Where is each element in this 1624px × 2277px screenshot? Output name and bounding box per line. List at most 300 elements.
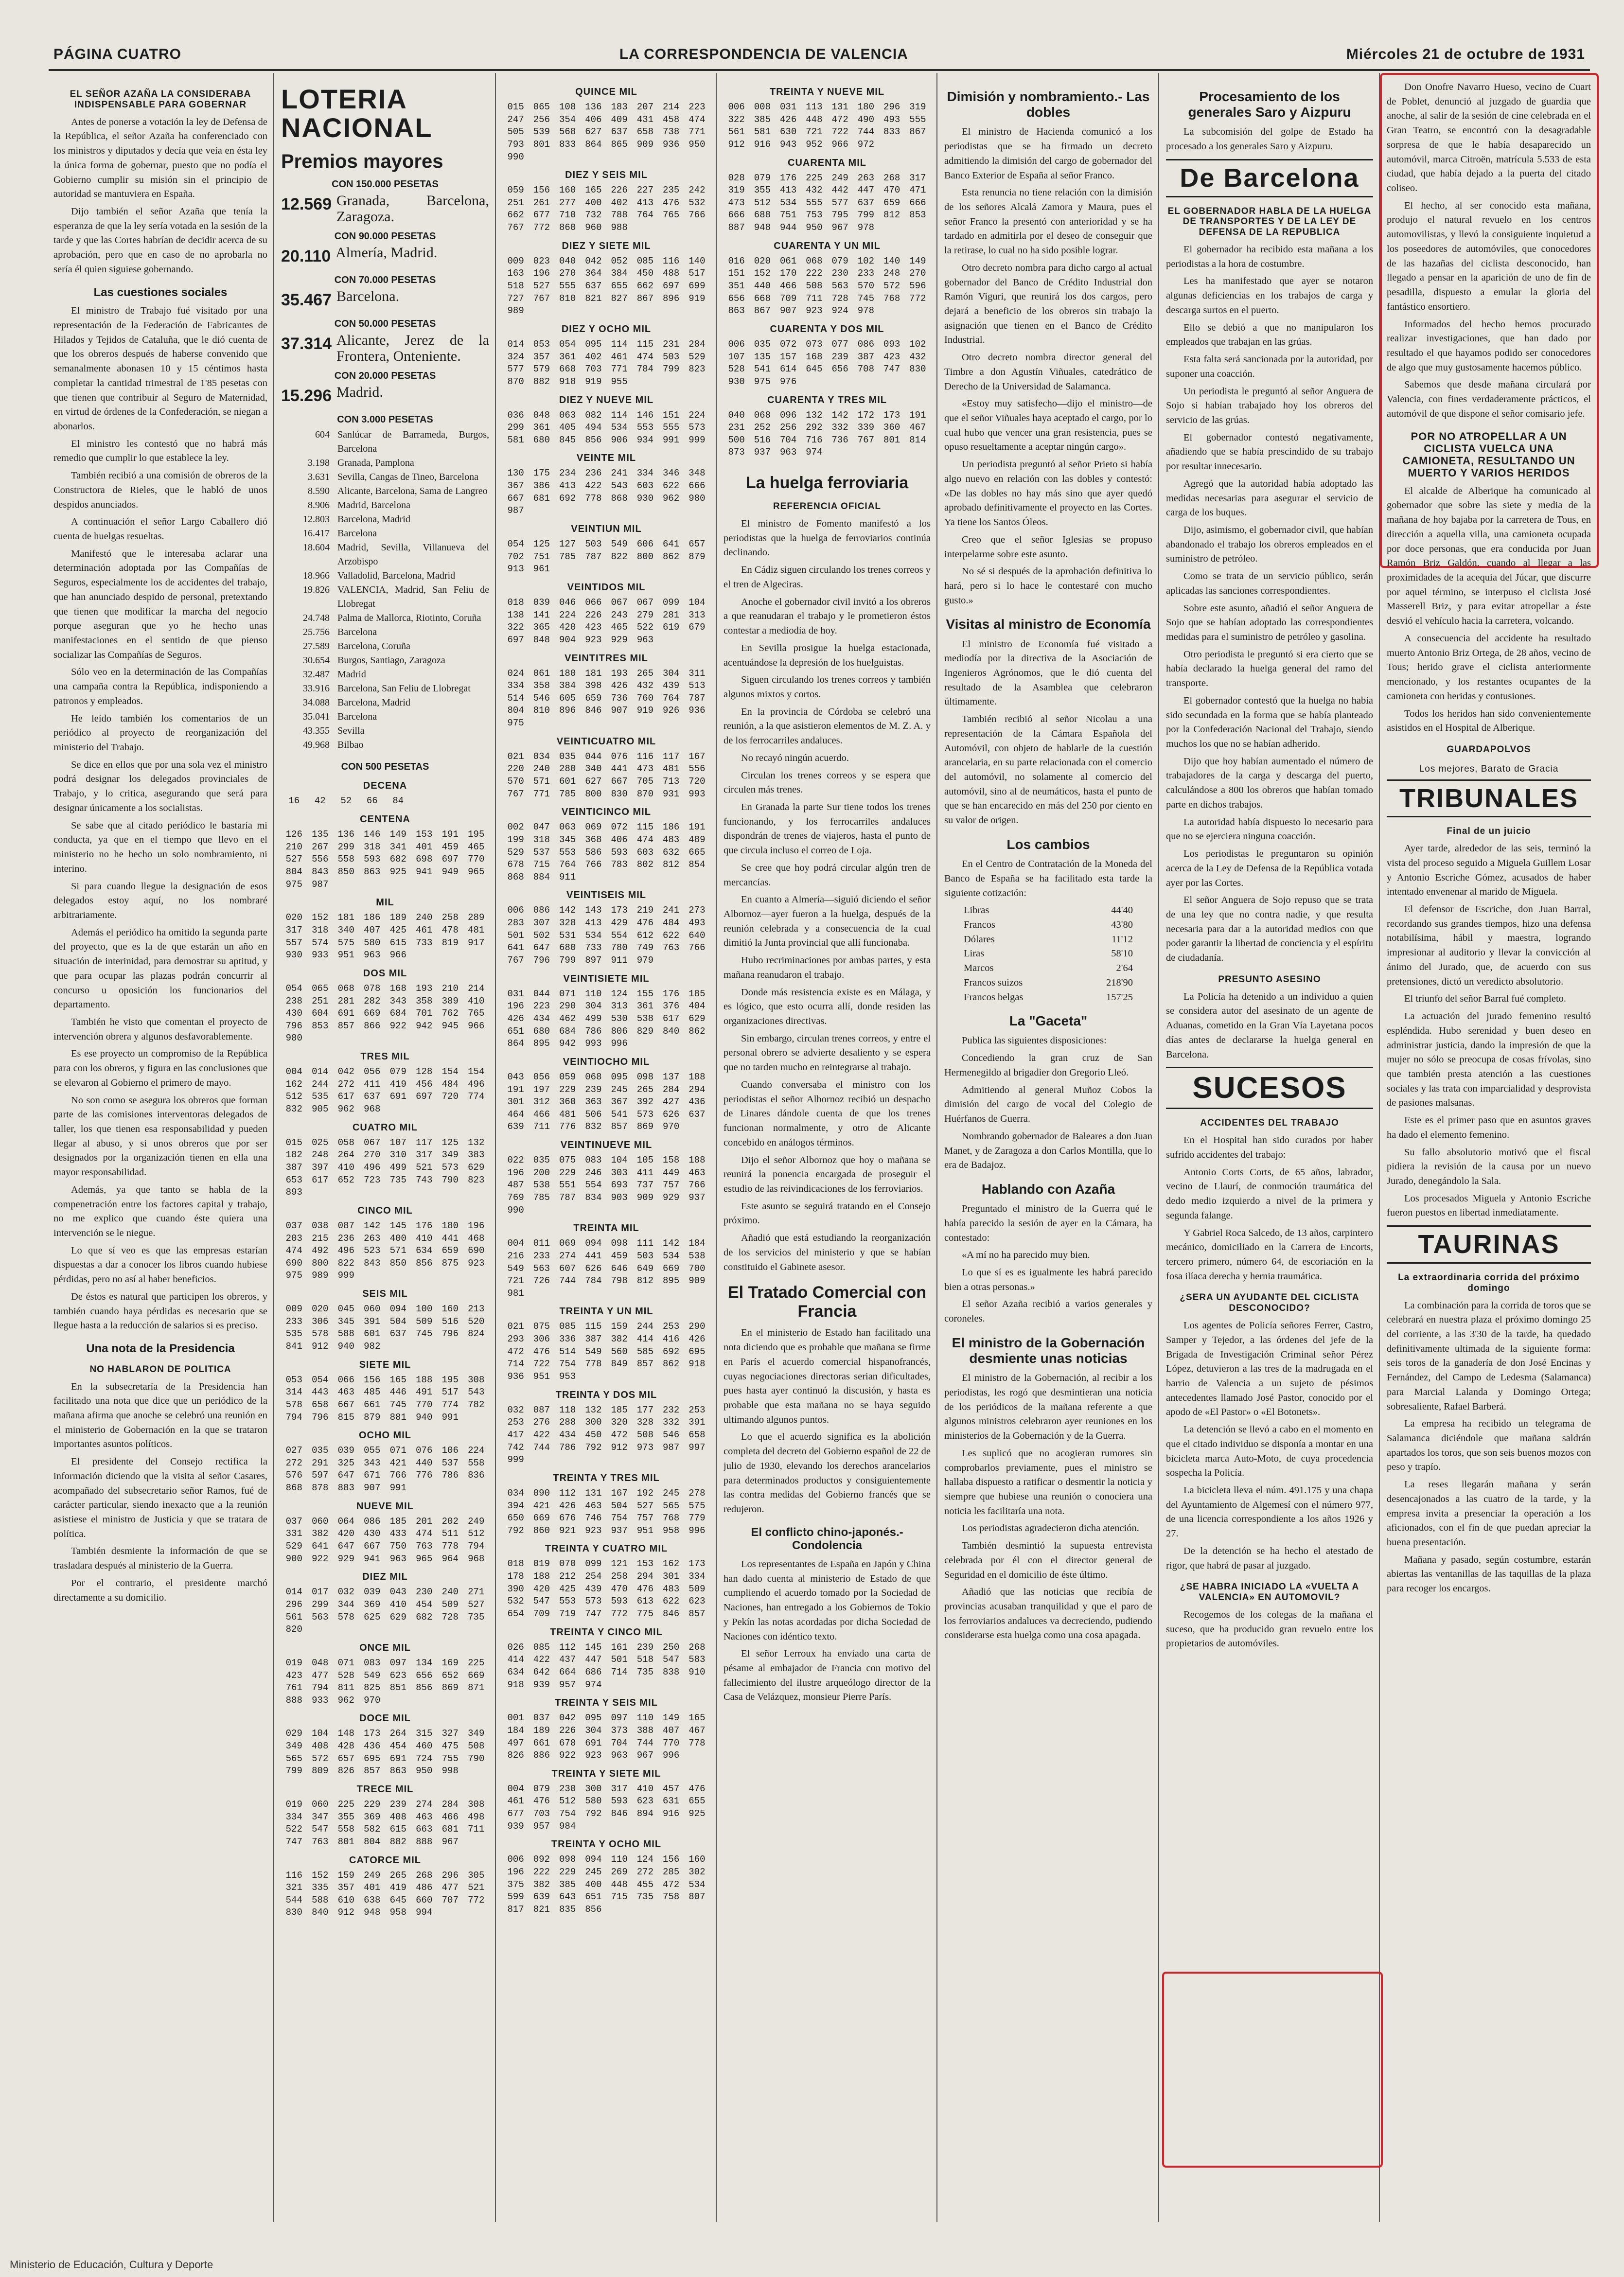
lottery-number: 757 <box>663 1180 680 1191</box>
lottery-number: 382 <box>312 1528 329 1539</box>
lottery-number: 735 <box>636 1666 653 1677</box>
lottery-number: 668 <box>754 293 771 304</box>
lottery-number: 522 <box>285 1824 302 1835</box>
paragraph: El gobernador ha recibido esta mañana a los periodistas a la hora de costumbre. <box>1166 244 1373 269</box>
lottery-number: 578 <box>312 1328 329 1340</box>
lottery-number: 321 <box>285 1882 302 1893</box>
article-title-gobernacion: El ministro de la Gobernación desmiente unas noticias <box>952 1335 1145 1366</box>
article-title-railway-strike: La huelga ferroviaria <box>745 474 909 493</box>
lottery-number: 248 <box>312 1149 329 1161</box>
lottery-number: 84 <box>392 795 404 807</box>
lottery-number: 308 <box>468 1374 485 1385</box>
lottery-number: 695 <box>688 1346 706 1357</box>
lottery-number: 563 <box>312 1611 329 1623</box>
lottery-number: 270 <box>364 1149 381 1161</box>
column-divider <box>716 73 717 2222</box>
lottery-number: 640 <box>688 930 706 941</box>
lottery-number: 039 <box>364 1587 381 1598</box>
lottery-number: 116 <box>285 1870 302 1881</box>
lottery-number: 016 <box>728 255 745 266</box>
lottery-number: 869 <box>441 1682 459 1694</box>
lottery-number: 165 <box>585 185 602 196</box>
paragraph: En la provincia de Córdoba se celebró una reunión, a la que asistieron elementos de M. Z. A. y de los ferrocarriles andaluces. <box>724 706 931 746</box>
prize-number: 8.590 <box>308 486 330 497</box>
lottery-number: 102 <box>909 338 926 350</box>
lottery-number: 248 <box>883 268 900 279</box>
paragraph: No son como se asegura los obreros que forman parte de las comisiones interventoras delegados de taller, los que tienen esa responsabilidad y pueden llegar al abuso, y si unos obreros que por ser designados por la organización tienen en ella una mayor responsabilidad. <box>53 1094 267 1178</box>
lottery-number: 558 <box>337 854 354 865</box>
lottery-number: 032 <box>507 1404 524 1415</box>
lottery-number: 110 <box>636 1712 653 1724</box>
currency-name: Liras <box>964 948 985 959</box>
prize-number: 27.589 <box>303 641 330 652</box>
lottery-number: 965 <box>416 1553 433 1564</box>
lottery-number: 768 <box>883 293 900 304</box>
lottery-number: 853 <box>909 210 926 221</box>
lottery-number: 799 <box>663 364 680 375</box>
lottery-number: 313 <box>688 609 706 620</box>
column-divider <box>936 73 937 2222</box>
lottery-number: 862 <box>663 1359 680 1370</box>
prize-number: 604 <box>315 429 330 441</box>
lottery-number: 253 <box>663 1321 680 1332</box>
lottery-number: 792 <box>585 1808 602 1819</box>
lottery-number: 703 <box>585 364 602 375</box>
lottery-number: 126 <box>285 829 302 840</box>
lottery-number: 382 <box>611 1334 628 1345</box>
paragraph: Antes de ponerse a votación la ley de Defensa de la República, el señor Azaña ha conferenciado con los ministros y diputados y decía que veía en ésta ley la única forma de gobernar, puesto que no podía el Gobierno cumplir su misión sin el principio de autoridad se mantuviera en España. <box>53 116 267 200</box>
lottery-number: 864 <box>585 139 602 150</box>
number-grid <box>281 1728 489 1778</box>
lottery-number: 060 <box>364 1304 381 1315</box>
lottery-number: 854 <box>688 859 706 870</box>
lottery-number: 188 <box>688 1155 706 1166</box>
lottery-number: 637 <box>688 1109 706 1120</box>
number-grid <box>503 668 710 730</box>
number-group-title: CENTENA <box>360 814 410 825</box>
article-title-conflict: El conflicto chino-japonés.- Condolencia <box>751 1525 903 1553</box>
lottery-number: 934 <box>636 434 653 445</box>
lottery-number: 365 <box>533 622 550 633</box>
lottery-number: 176 <box>663 988 680 999</box>
lottery-number: 669 <box>663 1263 680 1274</box>
prize-number: 3.198 <box>308 458 330 469</box>
lottery-number: 071 <box>559 988 576 999</box>
lottery-number: 549 <box>507 1263 524 1274</box>
lottery-number: 068 <box>806 255 823 266</box>
lottery-number: 726 <box>533 1275 550 1287</box>
lottery-number: 152 <box>754 268 771 279</box>
lottery-number: 840 <box>312 1907 329 1918</box>
lottery-number: 391 <box>688 1417 706 1428</box>
lottery-number: 603 <box>636 480 653 492</box>
number-group-title: DIEZ MIL <box>362 1571 408 1583</box>
lottery-number: 523 <box>364 1245 381 1256</box>
lottery-number: 249 <box>831 172 848 183</box>
lottery-number: 420 <box>337 1528 354 1539</box>
lottery-number: 265 <box>636 668 653 679</box>
lottery-number: 668 <box>559 364 576 375</box>
lottery-number: 755 <box>441 1753 459 1764</box>
lottery-number: 619 <box>663 622 680 633</box>
number-grid <box>281 1066 489 1116</box>
prize-location: Barcelona, Madrid <box>337 697 410 708</box>
number-grid <box>503 1321 710 1383</box>
lottery-number: 553 <box>559 1596 576 1607</box>
minor-prizes-list <box>281 428 489 752</box>
paragraph: «Estoy muy satisfecho—dijo el ministro—de que el señor Viñuales haya aceptado el cargo, por lo cual hubo que vencer una gran resistencia, pues se opuso resueltamente a aceptar ningún cargo». <box>944 398 1152 453</box>
lottery-number: 095 <box>611 1071 628 1082</box>
prize-number: 25.756 <box>303 627 330 638</box>
lottery-number: 361 <box>533 422 550 433</box>
prize-location: Madrid <box>337 669 366 680</box>
lottery-number: 373 <box>611 1725 628 1736</box>
minor-prize-line <box>281 484 489 498</box>
lottery-number: 940 <box>416 1412 433 1423</box>
lottery-number: 420 <box>533 1583 550 1594</box>
lottery-number: 714 <box>507 1359 524 1370</box>
lottery-number: 311 <box>688 668 706 679</box>
lottery-number: 771 <box>533 788 550 799</box>
lottery-number: 067 <box>636 597 653 608</box>
prize-line <box>281 288 489 312</box>
lottery-number: 055 <box>364 1445 381 1456</box>
lottery-number: 048 <box>533 409 550 421</box>
lottery-number: 697 <box>416 1091 433 1102</box>
lottery-number: 440 <box>416 1457 433 1468</box>
lottery-number: 195 <box>441 1374 459 1385</box>
lottery-number: 821 <box>533 1904 550 1915</box>
lottery-number: 432 <box>909 351 926 362</box>
lottery-number: 503 <box>585 539 602 550</box>
lottery-number: 987 <box>507 505 524 516</box>
paragraph: Añadió que las noticias que recibía de provincias acusaban tranquilidad y que el paro de los ferroviarios andaluces va decreciendo, pudiendo considerarse esta huelga como una cosa apagada. <box>944 1587 1152 1641</box>
lottery-number: 328 <box>636 1417 653 1428</box>
lottery-number: 950 <box>688 139 706 150</box>
lottery-number: 180 <box>441 1220 459 1231</box>
lottery-number: 512 <box>285 1091 302 1102</box>
lottery-number: 385 <box>754 114 771 125</box>
paragraph: El presidente del Consejo rectifica la información diciendo que la visita al señor Casares, acompañado del subsecretario señor Ramos, fué de carácter particular, siendo inexacto que a la reunión asistiese el ministro de Justicia y que se tratara de política. <box>53 1456 267 1539</box>
lottery-number: 573 <box>636 1109 653 1120</box>
lottery-number: 867 <box>909 126 926 138</box>
lottery-number: 476 <box>688 1783 706 1794</box>
lottery-number: 921 <box>559 1525 576 1536</box>
lottery-number: 430 <box>285 1008 302 1019</box>
lottery-number: 556 <box>688 763 706 775</box>
lottery-number: 132 <box>468 1137 485 1148</box>
lottery-number: 895 <box>663 1275 680 1287</box>
lottery-number: 197 <box>533 1084 550 1095</box>
lottery-number: 571 <box>389 1245 406 1256</box>
prize-location: Barcelona <box>337 627 377 638</box>
lottery-number: 173 <box>611 905 628 916</box>
lottery-number: 656 <box>416 1670 433 1681</box>
lottery-number: 509 <box>416 1316 433 1327</box>
lottery-number: 751 <box>780 210 797 221</box>
paragraph: Los periodistas le preguntaron su opinión acerca de la Ley de Defensa de la República votada ayer por las Cortes. <box>1166 848 1373 888</box>
lottery-number: 410 <box>337 1162 354 1173</box>
lottery-number: 063 <box>559 409 576 421</box>
lottery-number: 798 <box>611 1275 628 1287</box>
lottery-number: 709 <box>533 1608 550 1620</box>
article-body <box>944 1034 1152 1172</box>
lottery-number: 919 <box>688 293 706 304</box>
lottery-number: 680 <box>533 434 550 445</box>
lottery-number: 463 <box>416 1811 433 1822</box>
currency-value: 218'90 <box>1106 977 1133 988</box>
lottery-number: 785 <box>559 551 576 562</box>
paragraph: Anoche el gobernador civil invitó a los obreros a que reanudaran el trabajo y le prometieron éstos contestar a mediodía de hoy. <box>724 596 931 636</box>
lottery-number: 754 <box>559 1359 576 1370</box>
lottery-number: 800 <box>585 788 602 799</box>
column-divider <box>273 73 274 2222</box>
lottery-number: 140 <box>883 255 900 266</box>
lottery-number: 728 <box>831 293 848 304</box>
lottery-number: 210 <box>285 841 302 852</box>
lottery-number: 265 <box>389 1870 406 1881</box>
lottery-number: 465 <box>611 622 628 633</box>
lottery-number: 776 <box>559 1121 576 1132</box>
lottery-number: 224 <box>468 1445 485 1456</box>
lottery-number: 158 <box>663 1155 680 1166</box>
minor-prize-line <box>281 710 489 724</box>
lottery-number: 575 <box>337 937 354 948</box>
number-group-title: VEINTICINCO MIL <box>562 807 651 818</box>
lottery-number: 473 <box>636 763 653 775</box>
lottery-number: 306 <box>533 1334 550 1345</box>
lottery-number: 407 <box>663 1725 680 1736</box>
lottery-number: 177 <box>636 1404 653 1415</box>
article-title-ciclista: ¿SERA UN AYUDANTE DEL CICLISTA DESCONOCIDO? <box>1180 1292 1359 1314</box>
lottery-number: 474 <box>636 351 653 362</box>
lottery-number: 070 <box>559 1558 576 1570</box>
lottery-number: 766 <box>688 1180 706 1191</box>
lottery-number: 068 <box>337 983 354 994</box>
lottery-number: 450 <box>585 1429 602 1440</box>
lottery-number: 514 <box>507 692 524 704</box>
number-group-title: VEINTINUEVE MIL <box>560 1140 653 1151</box>
lottery-number: 597 <box>312 1470 329 1481</box>
currency-name: Marcos <box>964 963 994 974</box>
lottery-number: 271 <box>468 1587 485 1598</box>
lottery-number: 272 <box>285 1457 302 1468</box>
lottery-number: 812 <box>636 1275 653 1287</box>
lottery-number: 195 <box>468 829 485 840</box>
lottery-number: 957 <box>533 1820 550 1832</box>
lottery-number: 736 <box>611 692 628 704</box>
prize-location: Bilbao <box>337 740 364 751</box>
lottery-number: 127 <box>559 539 576 550</box>
lottery-number: 682 <box>416 1611 433 1623</box>
number-grid <box>503 1712 710 1762</box>
lottery-number: 763 <box>416 1541 433 1552</box>
lottery-number: 355 <box>337 1811 354 1822</box>
lottery-number: 767 <box>507 222 524 233</box>
column-politics <box>53 80 267 2249</box>
lottery-number: 754 <box>611 1513 628 1524</box>
lottery-number: 742 <box>507 1442 524 1453</box>
lottery-number: 383 <box>468 1149 485 1161</box>
lottery-number: 958 <box>389 1907 406 1918</box>
lottery-number: 156 <box>533 185 550 196</box>
lottery-number: 830 <box>285 1907 302 1918</box>
lottery-number: 288 <box>559 1417 576 1428</box>
lottery-number: 547 <box>533 1596 550 1607</box>
lottery-number: 148 <box>337 1728 354 1739</box>
lottery-number: 075 <box>533 1321 550 1332</box>
lottery-number: 334 <box>636 468 653 479</box>
lottery-number: 059 <box>507 185 524 196</box>
lottery-number: 077 <box>831 338 848 350</box>
lottery-number: 846 <box>663 1608 680 1620</box>
lottery-number: 299 <box>312 1599 329 1610</box>
number-group-title: TREINTA Y OCHO MIL <box>551 1839 662 1850</box>
lottery-number: 196 <box>533 268 550 279</box>
lottery-number: 134 <box>416 1657 433 1668</box>
lottery-number: 857 <box>636 1359 653 1370</box>
lottery-number: 270 <box>559 268 576 279</box>
lottery-number: 521 <box>468 1882 485 1893</box>
lottery-number: 763 <box>663 942 680 953</box>
lottery-number: 766 <box>585 859 602 870</box>
lottery-number: 400 <box>389 1233 406 1244</box>
lottery-number: 426 <box>507 1013 524 1024</box>
lottery-number: 535 <box>285 1328 302 1340</box>
lottery-number: 845 <box>559 434 576 445</box>
minor-prize-line <box>281 541 489 569</box>
lottery-number: 588 <box>312 1894 329 1906</box>
lottery-number: 544 <box>285 1894 302 1906</box>
lottery-number: 667 <box>507 493 524 504</box>
lottery-number: 810 <box>559 293 576 304</box>
lottery-number: 554 <box>611 930 628 941</box>
number-grid <box>281 1137 489 1199</box>
paragraph: En Sevilla prosigue la huelga estacionada, acentuándose la depresión de los huelguistas. <box>724 642 931 668</box>
lottery-number: 857 <box>364 1765 381 1777</box>
prize-number: 15.296 <box>281 387 332 406</box>
number-group-title: TREINTA Y TRES MIL <box>553 1472 660 1483</box>
lottery-number: 472 <box>831 114 848 125</box>
lottery-number: 422 <box>533 1654 550 1665</box>
lottery-number: 631 <box>663 1796 680 1807</box>
lottery-number: 358 <box>533 680 550 691</box>
lottery-number: 433 <box>389 1528 406 1539</box>
lottery-number: 124 <box>611 988 628 999</box>
lottery-number: 389 <box>441 995 459 1006</box>
lottery-number: 054 <box>312 1374 329 1385</box>
lottery-number: 229 <box>559 1084 576 1095</box>
lottery-number-groups <box>281 779 489 1919</box>
lottery-number: 450 <box>636 268 653 279</box>
lottery-number: 657 <box>688 539 706 550</box>
paragraph: Preguntado el ministro de la Guerra qué le había parecido la sesión de ayer en la Cámara, ha contestado: <box>944 1203 1152 1243</box>
lottery-number: 065 <box>312 983 329 994</box>
paragraph: Y Gabriel Roca Salcedo, de 13 años, carpintero mecánico, domiciliado en la Carrera de Encorts, tercero primero, número 64, de escoriación en la fosa ilíaca derecha y hernia traumática. <box>1166 1227 1373 1282</box>
lottery-number: 770 <box>468 854 485 865</box>
lottery-number: 318 <box>312 924 329 936</box>
lottery-number: 846 <box>611 1808 628 1819</box>
lottery-number: 094 <box>585 1854 602 1865</box>
major-prizes-list <box>281 177 489 408</box>
article-body <box>1166 1319 1373 1573</box>
lottery-number: 423 <box>585 622 602 633</box>
lottery-number: 690 <box>468 1245 485 1256</box>
prize-location: Barcelona <box>337 528 377 539</box>
lottery-number: 421 <box>389 1457 406 1468</box>
lottery-number: 555 <box>663 422 680 433</box>
prize-location: Sevilla, Cangas de Tineo, Barcelona <box>337 472 478 483</box>
paragraph: Añadió que está estudiando la reorganización de los servicios del ministerio y que se habían constituido el Gabinete asesor. <box>724 1233 931 1272</box>
lottery-number: 097 <box>611 1712 628 1724</box>
currency-name: Francos suizos <box>964 977 1023 988</box>
lottery-number: 240 <box>441 1587 459 1598</box>
lottery-number: 500 <box>728 434 745 445</box>
lottery-number: 868 <box>285 1483 302 1494</box>
lottery-number: 963 <box>636 634 653 645</box>
lottery-number: 189 <box>533 1725 550 1736</box>
lottery-number: 989 <box>507 305 524 317</box>
paragraph: La detención se llevó a cabo en el momento en que el citado individuo se disponía a montar en una bicicleta marca Auto-Moto, de cuya procedencia sospecha la Policía. <box>1166 1424 1373 1479</box>
lottery-number: 165 <box>389 1374 406 1385</box>
lottery-number: 638 <box>364 1894 381 1906</box>
number-group-title: OCHO MIL <box>359 1430 411 1441</box>
lottery-number: 991 <box>663 434 680 445</box>
lottery-number: 114 <box>611 409 628 421</box>
number-group-title: MIL <box>376 897 394 908</box>
lottery-number: 897 <box>585 955 602 966</box>
lottery-number: 925 <box>688 1808 706 1819</box>
lottery-number: 409 <box>611 114 628 125</box>
article-subtitle: REFERENCIA OFICIAL <box>773 501 882 512</box>
minor-prize-line <box>281 527 489 541</box>
lottery-number: 800 <box>636 551 653 562</box>
lottery-number: 681 <box>533 493 550 504</box>
lottery-number: 492 <box>312 1245 329 1256</box>
lottery-number: 691 <box>389 1753 406 1764</box>
lottery-number: 421 <box>533 1500 550 1511</box>
lottery-number: 551 <box>559 1180 576 1191</box>
lottery-number: 775 <box>636 1608 653 1620</box>
lottery-number: 065 <box>533 102 550 112</box>
lottery-number: 300 <box>585 1417 602 1428</box>
lottery-number: 037 <box>533 1712 550 1724</box>
lottery-number: 690 <box>285 1257 302 1269</box>
lottery-number: 580 <box>585 1796 602 1807</box>
lottery-number: 035 <box>312 1445 329 1456</box>
lottery-number: 462 <box>559 1013 576 1024</box>
minor-prize-line <box>281 428 489 456</box>
lottery-number: 131 <box>831 102 848 112</box>
lottery-number: 554 <box>585 1180 602 1191</box>
lottery-number: 477 <box>441 1882 459 1893</box>
lottery-number: 518 <box>636 1654 653 1665</box>
lottery-number: 835 <box>559 1904 576 1915</box>
lottery-number: 945 <box>441 1020 459 1031</box>
lottery-number: 402 <box>585 351 602 362</box>
number-grid <box>281 1799 489 1849</box>
lottery-number: 466 <box>533 1109 550 1120</box>
lottery-number: 848 <box>533 634 550 645</box>
lottery-number: 537 <box>441 1457 459 1468</box>
paragraph: El gobernador contestó negativamente, añadiendo que se había prescindido de su trabajo por resultar innecesario. <box>1166 432 1373 472</box>
lottery-number: 659 <box>585 692 602 704</box>
lottery-number: 647 <box>533 942 550 953</box>
article-title-presidencia: Una nota de la Presidencia <box>86 1342 235 1356</box>
prize-number: 3.631 <box>308 472 330 483</box>
lottery-number: 811 <box>337 1682 354 1694</box>
lottery-number: 639 <box>533 1891 550 1903</box>
